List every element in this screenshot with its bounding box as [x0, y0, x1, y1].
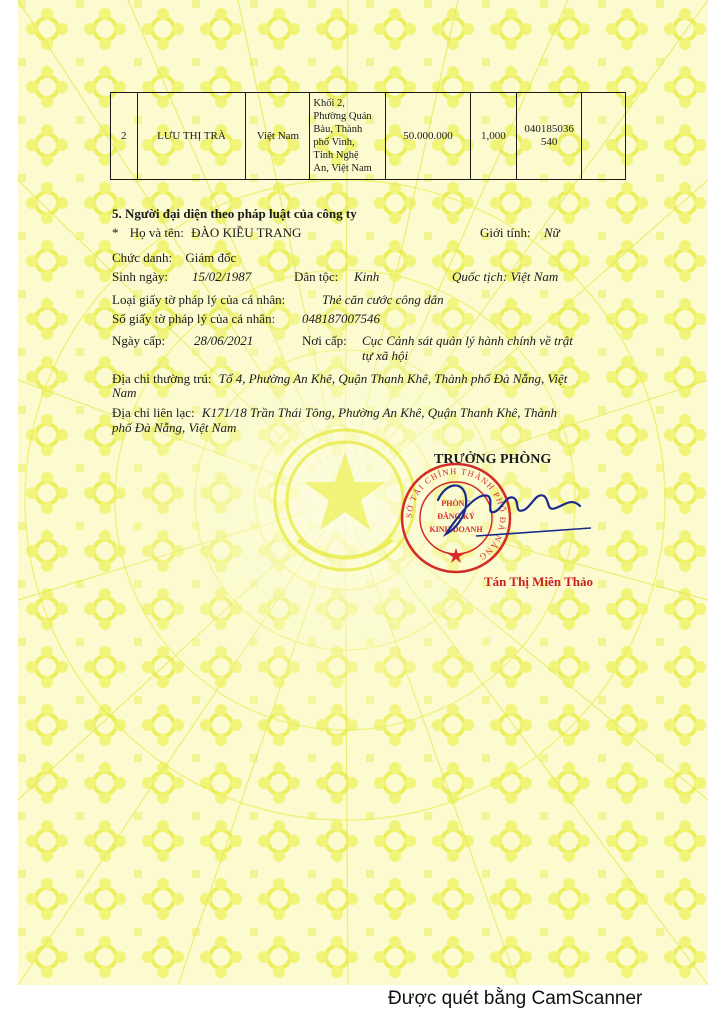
- signer-name: Tán Thị Miên Thảo: [484, 574, 593, 589]
- doc-number-value: 048187007546: [302, 311, 380, 326]
- capital-value: 50.000.000: [386, 93, 470, 180]
- stamp-center-line-3: KINH DOANH: [429, 525, 483, 534]
- contact-address-value-2: phố Đà Nẵng, Việt Nam: [112, 420, 237, 435]
- doc-type-value: Thẻ căn cước công dân: [322, 292, 444, 307]
- position-row: [112, 250, 236, 266]
- issue-date-label: Ngày cấp:: [112, 333, 166, 348]
- issue-place-value-1: Cục Cảnh sát quản lý hành chính về trật: [362, 333, 573, 348]
- dob-label: Sinh ngày:: [112, 269, 168, 284]
- nationality-value: Việt Nam: [510, 269, 559, 284]
- stamp-center-line-1: PHÒNG: [441, 499, 471, 508]
- ownership-ratio: 1,000: [470, 93, 517, 180]
- stamp-ring-text: SỞ TÀI CHÍNH THÀNH PHỐ ĐÀ NẴNG: [403, 465, 509, 563]
- shareholder-name: LƯU THỊ TRÀ: [137, 93, 246, 180]
- scanner-watermark: Được quét bằng CamScanner: [388, 988, 643, 1009]
- doc-type-label: Loại giấy tờ pháp lý của cá nhân:: [112, 292, 286, 307]
- permanent-address-value-2: Nam: [112, 385, 137, 400]
- permanent-address-value: Tổ 4, Phường An Khê, Quận Thanh Khê, Thành phố Đà Nẵng, Việt: [218, 371, 568, 386]
- ethnic-label: Dân tộc:: [294, 269, 339, 284]
- document-page: [18, 0, 708, 985]
- doc-number-label: Số giấy tờ pháp lý của cá nhân:: [112, 311, 276, 326]
- permanent-address-row: [112, 371, 567, 387]
- dob-value: 15/02/1987: [192, 269, 252, 284]
- issue-date-value: 28/06/2021: [194, 333, 254, 348]
- bullet: *: [112, 225, 119, 240]
- gender-value: Nữ: [543, 225, 560, 240]
- position-value: Giám đốc: [185, 250, 237, 265]
- gender-label: Giới tính:: [480, 225, 531, 240]
- position-label: Chức danh:: [112, 250, 173, 265]
- contact-address-label: Địa chỉ liên lạc:: [112, 405, 195, 420]
- permanent-address-label: Địa chỉ thường trú:: [112, 371, 212, 386]
- signature-cell: [581, 93, 625, 180]
- gender-row: [480, 225, 560, 241]
- issue-place-label: Nơi cấp:: [302, 333, 347, 348]
- row-number: 2: [111, 93, 138, 180]
- shareholder-address: Khối 2, Phường Quán Bàu, Thành phố Vinh, Tỉnh Nghệ An, Việt Nam: [310, 93, 386, 180]
- shareholder-id-number: 040185036 540: [517, 93, 582, 180]
- name-label: Họ và tên:: [129, 225, 184, 240]
- issue-place-value-2: tự xã hội: [362, 348, 409, 363]
- ethnic-value: Kinh: [354, 269, 380, 284]
- contact-address-row: [112, 405, 557, 421]
- handwritten-signature: [416, 470, 596, 560]
- table-row: [111, 93, 626, 180]
- stamp-center-line-2: ĐĂNG KÝ: [437, 512, 475, 521]
- contact-address-value: K171/18 Trần Thái Tông, Phường An Khê, Quận Thanh Khê, Thành: [201, 405, 558, 420]
- signatory-title: TRƯỞNG PHÒNG: [434, 452, 552, 467]
- section-heading: 5. Người đại diện theo pháp luật của công ty: [112, 206, 357, 221]
- nationality-label: Quốc tịch:: [452, 269, 508, 284]
- shareholder-nationality: Việt Nam: [246, 93, 310, 180]
- shareholder-table: [110, 92, 626, 180]
- name-value: ĐÀO KIỀU TRANG: [191, 225, 302, 240]
- name-row: [112, 225, 301, 241]
- nationality-row: [452, 269, 558, 285]
